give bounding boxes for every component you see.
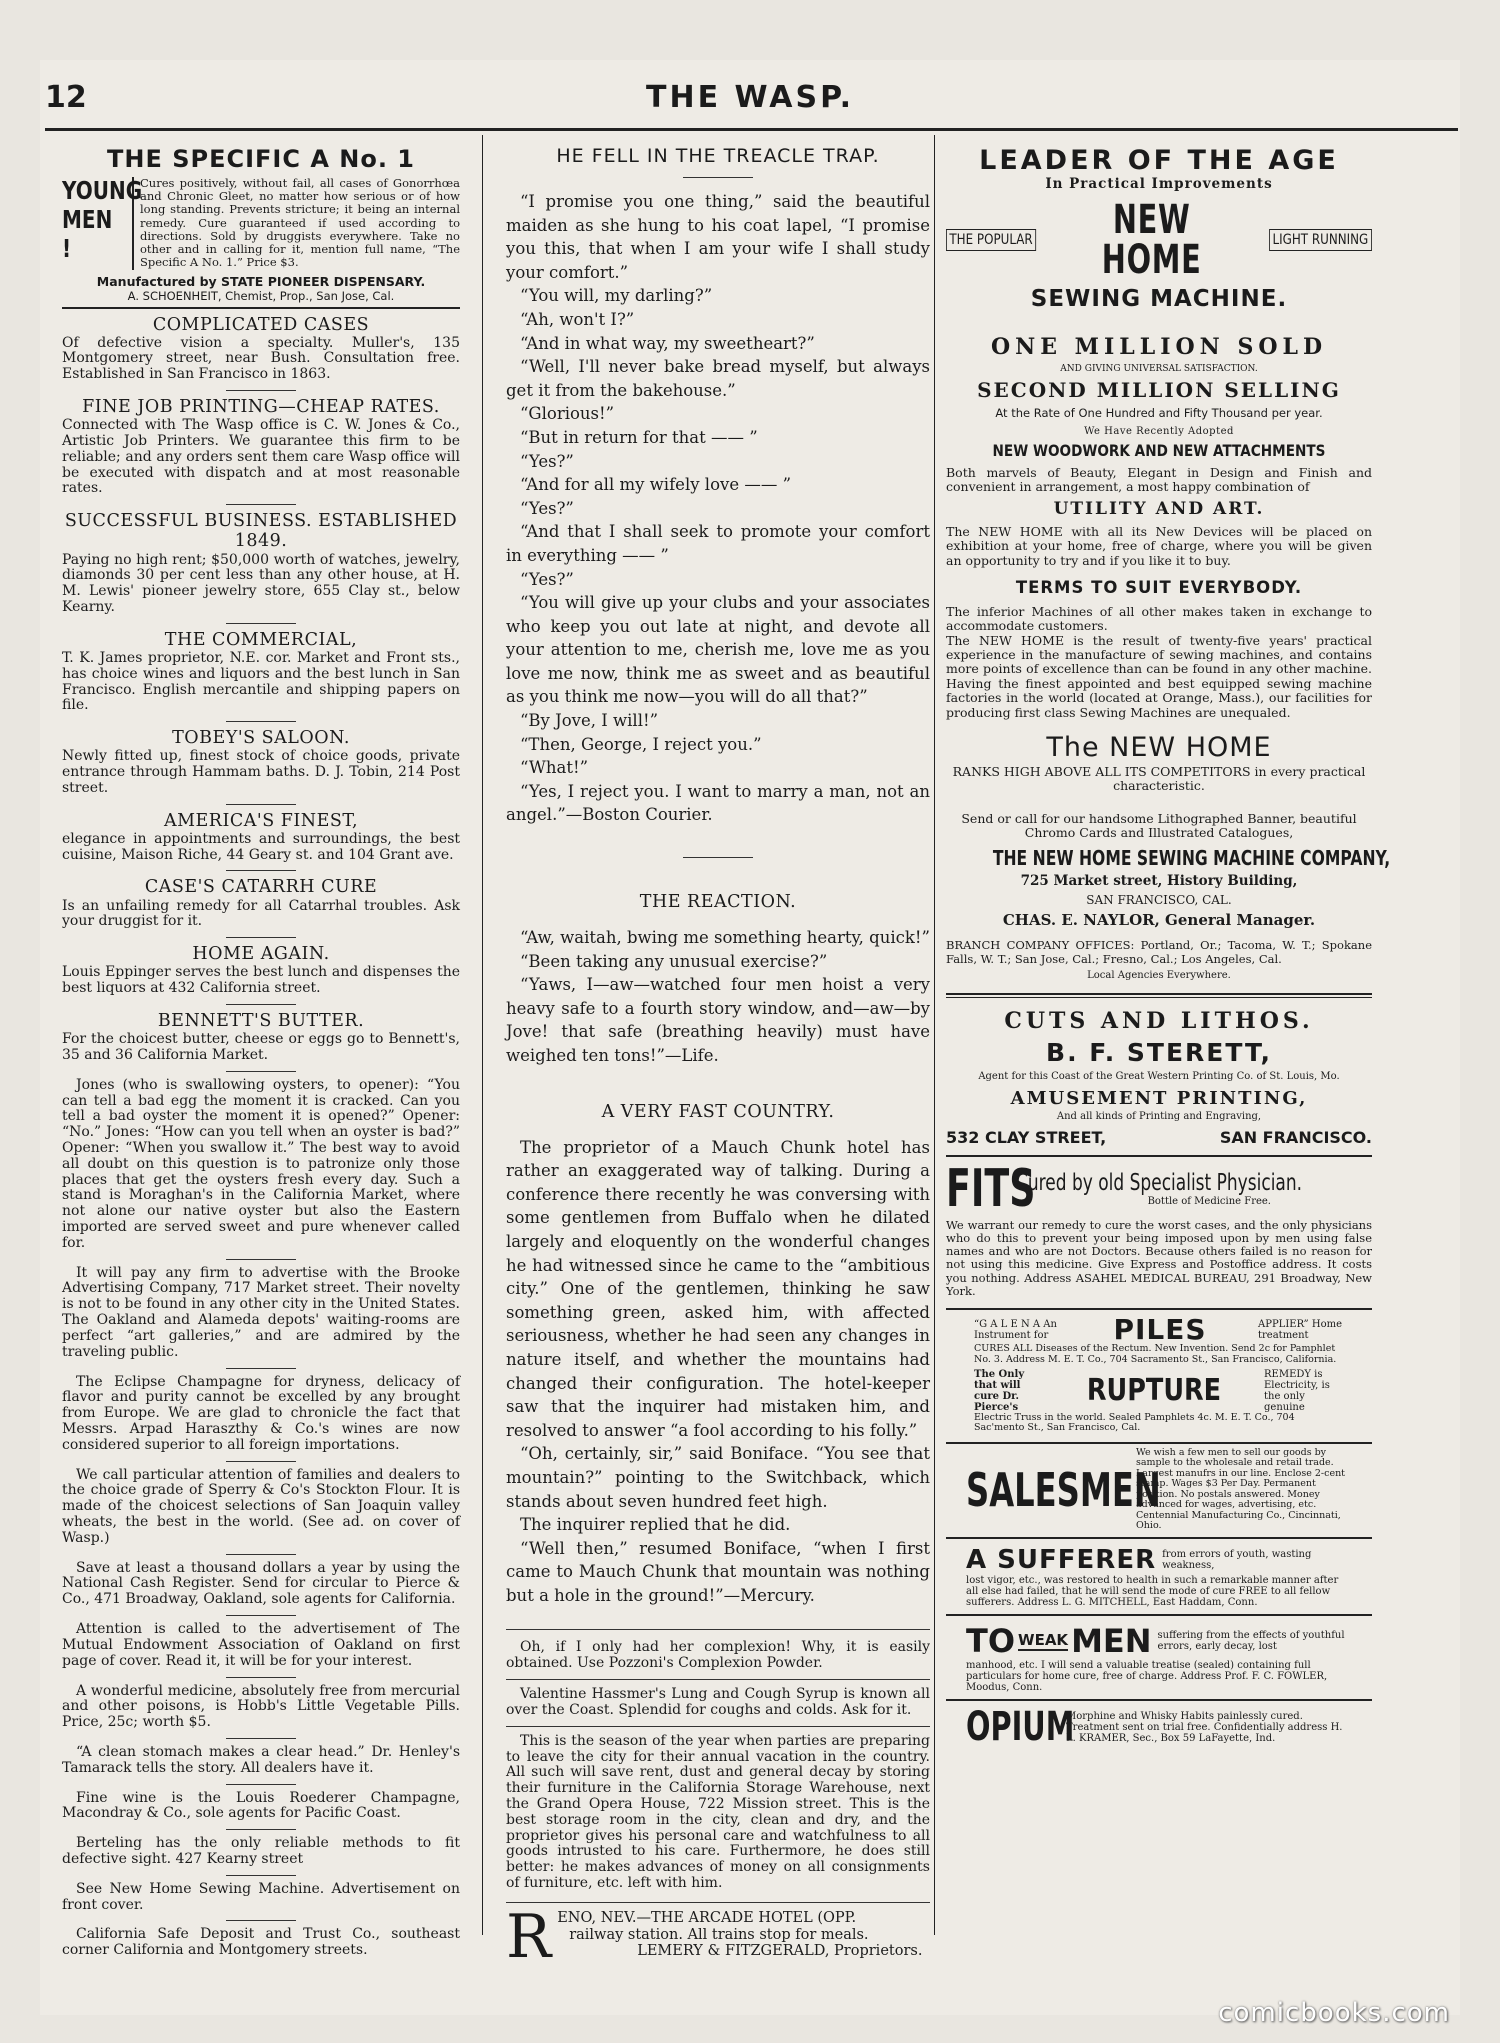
separator: [226, 1875, 296, 1876]
classified-text: elegance in appointments and surroundings, the best cuisine, Maison Riche, 44 Geary st. and 104 Grant ave.: [62, 830, 460, 863]
the-new-home: The NEW HOME: [1046, 731, 1272, 763]
specific-manufacturer: Manufactured by STATE PIONEER DISPENSARY.: [96, 273, 426, 289]
satisfaction-line: AND GIVING UNIVERSAL SATISFACTION.: [1060, 364, 1258, 374]
leader-title: LEADER OF THE AGE: [979, 145, 1339, 176]
specific-body: Cures positively, without fail, all cases of Gonorrhœa and Chronic Gleet, no matter how serious or of how long standing. Prevents stricture; it being an internal remedy. Cure guaranteed if used according to directions. Sold by druggists everywhere. Take no other and in calling for it, mention full name, “The Specific A No. 1.” Price $3.: [140, 176, 460, 270]
fits-ad: [946, 1158, 1372, 1219]
story2-title: THE REACTION.: [639, 892, 797, 913]
separator: [226, 870, 296, 871]
separator: [226, 1615, 296, 1616]
story1-body: [506, 190, 930, 827]
weak-right: suffering from the effects of youthful errors, early decay, lost: [1157, 1630, 1345, 1653]
reno-ad: [506, 1901, 930, 1972]
rupture-body: Electric Truss in the world. Sealed Pamphlets 4c. M. E. T. Co., 704 Sac'mento St., San Francisco, Cal.: [974, 1412, 1295, 1434]
column-middle: [506, 145, 930, 1972]
devices-text: The NEW HOME with all its New Devices will be placed on exhibition at your home, free of charge, where you will be given an opportunity to try and if you like it to buy.: [946, 523, 1372, 568]
separator: [226, 1461, 296, 1462]
notice-paragraph: “A clean stomach makes a clear head.” Dr. Henley's Tamarack tells the story. All dealers have it.: [62, 1743, 460, 1776]
separator: [226, 804, 296, 805]
company-name: THE NEW HOME SEWING MACHINE COMPANY,: [992, 846, 1391, 871]
bottle-free: Bottle of Medicine Free.: [1147, 1196, 1271, 1208]
classified-heading: CASE'S CATARRH CURE: [144, 877, 378, 898]
classified-text: Connected with The Wasp office is C. W. Jones & Co., Artistic Job Printers. We guarantee this firm to be reliable; and any orders sent them care Wasp office will be executed with dispatch and at most reasonable rates.: [62, 417, 460, 497]
separator: [226, 623, 296, 624]
fits-body: We warrant our remedy to cure the worst cases, and the only physicians who do this to prevent your being imposed upon by men using false names and who are not Doctors. Because others failed is no reason for not using this medicine. Give Express and Postoffice address. It costs you nothing. Address ASAHEL MEDICAL BUREAU, 291 Broadway, New York.: [946, 1217, 1372, 1298]
notice-paragraph: The Eclipse Champagne for dryness, delicacy of flavor and purity cannot be excelled by any brought from Europe. We are glad to chronicle the fact that Messrs. Arpad Haraszthy & Co.'s wines are now considered superior to all foreign importations.: [62, 1373, 460, 1453]
branch-text: BRANCH COMPANY OFFICES: Portland, Or.; Tacoma, W. T.; Spokane Falls, W. T.; San Jose, Cal.; Fresno, Cal.; Los Angeles, Cal.: [946, 938, 1372, 966]
column-left: [62, 145, 460, 1959]
separator: [506, 1629, 930, 1630]
story-paragraph: “Oh, certainly, sir,” said Boniface. “You see that mountain?” pointing to the Switchback, which stands about seven hundred feet high.: [506, 1444, 930, 1511]
classified-heading: HOME AGAIN.: [192, 944, 330, 965]
sufferer-body: lost vigor, etc., was restored to health in such a remarkable manner after all else had failed, that he will send the mode of cure FREE to all fellow sufferers. Address L. G. MITCHELL, East Haddam, Conn.: [966, 1575, 1339, 1609]
notice-paragraph: Berteling has the only reliable methods to fit defective sight. 427 Kearny street: [62, 1835, 460, 1868]
marvels-text: Both marvels of Beauty, Elegant in Design and Finish and convenient in arrangement, a most happy combination of: [946, 465, 1372, 495]
men-label: MEN !: [62, 204, 113, 263]
weak-men-ad: [946, 1616, 1372, 1693]
reno-line1: ENO, NEV.—THE ARCADE HOTEL (OPP.: [557, 1909, 857, 1926]
fits-word: FITS: [946, 1158, 1036, 1219]
notice-paragraph: California Safe Deposit and Trust Co., southeast corner California and Montgomery streets.: [62, 1926, 460, 1959]
section-rule: [946, 993, 1372, 995]
story-paragraph: The inquirer replied that he did.: [520, 1515, 791, 1535]
classified-heading: BENNETT'S BUTTER.: [157, 1010, 365, 1031]
popular-label: THE POPULAR: [946, 229, 1036, 251]
separator: [226, 1368, 296, 1369]
send-text: Send or call for our handsome Lithographed Banner, beautiful Chromo Cards and Illustrated Catalogues,: [961, 810, 1357, 840]
separator: [226, 937, 296, 938]
fits-cured: Cured by old Specialist Physician.: [1016, 1170, 1303, 1197]
story-paragraph: The proprietor of a Mauch Chunk hotel has rather an exaggerated way of talking. During a conference there recently he was conversing with some gentlemen from Buffalo when he dilated largely and eloquently on the wonderful changes he had witnessed since he came to the “ambitious city.” One of the gentlemen, thinking he saw something green, asked him, with affected seriousness, whether he had seen any changes in nature itself, and whether the mountains had changed their configuration. The hotel-keeper saw that the inquirer had mistaken him, and resolved to answer “a fool according to his folly.”: [506, 1137, 930, 1440]
sufferer-right: from errors of youth, wasting weakness,: [1162, 1549, 1312, 1572]
one-million-sold: ONE MILLION SOLD: [990, 334, 1328, 360]
separator: [226, 721, 296, 722]
classified-text: Louis Eppinger serves the best lunch and dispenses the best liquors at 432 California street.: [62, 964, 460, 997]
separator: [226, 1071, 296, 1072]
opium-ad: [946, 1701, 1372, 1751]
notice-paragraph: See New Home Sewing Machine. Advertisement on front cover.: [62, 1880, 460, 1913]
weak-body: manhood, etc. I will send a valuable treatise (sealed) containing full particulars for home cure, free of charge. Address Prof. F. C. FOWLER, Moodus, Conn.: [966, 1660, 1328, 1694]
classified-text: T. K. James proprietor, N.E. cor. Market and Front sts., has choice wines and liquors and the best lunch in San Francisco. English mercantile and shipping papers on file.: [62, 649, 460, 714]
rupture-word: RUPTURE: [1086, 1373, 1222, 1408]
story-paragraph: “You will give up your clubs and your associates who keep you out late at night, and devote all your attention to me, cherish me, love me as you love me now, think me as sweet and as beautiful as you think me now—you will do all that?”: [506, 593, 930, 707]
story-paragraph: “Yes, I reject you. I want to marry a man, not an angel.”—Boston Courier.: [506, 781, 930, 825]
classified-text: Is an unfailing remedy for all Catarrhal troubles. Ask your druggist for it.: [62, 897, 460, 930]
salesmen-body: We wish a few men to sell our goods by sample to the wholesale and retail trade. Largest manufrs in our line. Enclose 2-cent stamp. Wages $3 Per Day. Permanent position. No postals answered. Money advanced for wages, advertising, etc. Centennial Manufacturing Co., Cincinnati, Ohio.: [1136, 1446, 1346, 1531]
story-paragraph: “But in return for that —— ”: [520, 427, 758, 447]
story-paragraph: “Well, I'll never bake bread myself, but always get it from the bakehouse.”: [506, 357, 930, 400]
rate-line: At the Rate of One Hundred and Fifty Thousand per year.: [995, 406, 1323, 420]
woodwork-line: NEW WOODWORK AND NEW ATTACHMENTS: [992, 441, 1326, 460]
sufferer-word: A SUFFERER: [966, 1545, 1157, 1576]
sf-line: SAN FRANCISCO, CAL.: [1086, 893, 1232, 908]
notice-paragraph: A wonderful medicine, absolutely free from mercurial and other poisons, is Hobb's Little Vegetable Pills. Price, 25c; worth $5.: [62, 1682, 460, 1731]
notice-paragraph: Jones (who is swallowing oysters, to opener): “You can tell a bad egg the moment it is cracked. Can you tell a bad oyster the moment it is opened?” Opener: “No.” Jones: “How can you tell when an oyster is bad?” Opener: “When you swallow it.” The best way to avoid all doubt on this question is to patronize only those places that get the oysters fresh every day. Such a stand is Moraghan's in the California Market, where not alone our native oyster but also the Eastern imported are served sweet and pure whenever called for.: [62, 1076, 460, 1251]
light-running-label: LIGHT RUNNING: [1269, 229, 1372, 251]
new-home-banner: [946, 197, 1372, 283]
story2-body: [506, 926, 930, 1068]
classified-text: For the choicest butter, cheese or eggs go to Bennett's, 35 and 36 California Market.: [62, 1031, 460, 1063]
notice-paragraph: This is the season of the year when parties are preparing to leave the city for their annual vacation in the country. All such will save rent, dust and general decay by storing their furniture in the California Storage Warehouse, next the Grand Opera House, 722 Mission street. This is the best storage room in the city, clean and dry, and the proprietor gives his personal care and watchfulness to all goods intrusted to his care. Furthermore, he does still better: he makes advances of money on all consignments of furniture, etc. left with him.: [506, 1732, 930, 1892]
section-rule: [946, 997, 1372, 998]
separator: [226, 1784, 296, 1785]
separator: [683, 177, 753, 178]
amusement-printing: AMUSEMENT PRINTING,: [1010, 1087, 1308, 1109]
salesmen-ad: [946, 1448, 1372, 1532]
agent-line: Agent for this Coast of the Great Western Printing Co. of St. Louis, Mo.: [978, 1070, 1340, 1082]
watermark: comicbooks.com: [1218, 1998, 1450, 2028]
young-men-block: [62, 176, 143, 270]
story1-title: HE FELL IN THE TREACLE TRAP.: [556, 145, 880, 167]
piles-body: CURES ALL Diseases of the Rectum. New Invention. Send 2c for Pamphlet No. 3. Address M. E. T. Co., 704 Sacramento St., San Francisco, California.: [974, 1343, 1337, 1365]
specific-chemist: A. SCHOENHEIT, Chemist, Prop., San Jose, Cal.: [127, 288, 395, 303]
classified-text: Paying no high rent; $50,000 worth of watches, jewelry, diamonds 30 per cent less than any other house, at H. M. Lewis' pioneer jewelry store, 655 Clay st., below Kearny.: [62, 551, 460, 615]
sewing-machine-heading: SEWING MACHINE.: [1030, 286, 1288, 312]
rupture-right: REMEDY is Electricity, is the only genuine: [1264, 1369, 1330, 1413]
story-paragraph: “And that I shall seek to promote your comfort in everything —— ”: [506, 522, 930, 565]
opium-body: Morphine and Whisky Habits painlessly cured. Treatment sent on trial free. Confidentially address H. L. KRAMER, Sec., Box 59 LaFayette, Ind.: [1066, 1710, 1343, 1744]
piles-right: APPLIER” Home treatment: [1258, 1319, 1342, 1342]
classified-heading: TOBEY'S SALOON.: [172, 728, 350, 749]
story-paragraph: “I promise you one thing,” said the beautiful maiden as she hung to his coat lapel, “I promise you this, that when I am your wife I shall study your comfort.”: [506, 192, 930, 282]
reno-initial: R: [506, 1901, 552, 1972]
notice-paragraph: Save at least a thousand dollars a year by using the National Cash Register. Send for circular to Pierce & Co., 471 Broadway, Oakland, sole agents for California.: [62, 1559, 460, 1608]
separator: [226, 1677, 296, 1678]
story-paragraph: “Well then,” resumed Boniface, “when I first came to Mauch Chunk that mountain was nothing but a hole in the ground!”—Mercury.: [506, 1538, 930, 1605]
notice-paragraph: We call particular attention of families and dealers to the choice grade of Sperry & Co's Stockton Flour. It is made of the choicest selections of San Joaquin valley wheats, the best in the world. (See ad. on cover of Wasp.): [62, 1466, 460, 1546]
clay-street: 532 CLAY STREET,: [946, 1127, 1107, 1147]
sterett-name: B. F. STERETT,: [1046, 1037, 1272, 1067]
classified-heading: SUCCESSFUL BUSINESS. ESTABLISHED 1849.: [64, 511, 458, 552]
kinds-line: And all kinds of Printing and Engraving,: [1056, 1110, 1262, 1122]
weak-word: WEAK: [1018, 1631, 1069, 1650]
reno-line2: railway station. All trains stop for meals.: [569, 1926, 869, 1943]
masthead-rule: [45, 128, 1458, 131]
separator: [683, 857, 753, 858]
story-paragraph: “Yaws, I—aw—watched four men hoist a very heavy safe to a fourth story window, and—aw—by Jove! that safe (breathing heavily) must have weighed ten tons!”—Life.: [506, 975, 930, 1065]
story-paragraph: “And for all my wifely love —— ”: [520, 475, 792, 495]
classified-text: Of defective vision a specialty. Muller's, 135 Montgomery street, near Bush. Consultation free. Established in San Francisco in 1863.: [62, 334, 460, 383]
inferior-text: The inferior Machines of all other makes taken in exchange to accommodate customers.: [946, 603, 1372, 634]
separator: [226, 504, 296, 505]
classified-notices: [62, 1078, 460, 1959]
story-paragraph: “Aw, waitah, bwing me something hearty, quick!”: [520, 928, 930, 948]
classified-heading: FINE JOB PRINTING—CHEAP RATES.: [82, 397, 440, 418]
second-million: SECOND MILLION SELLING: [977, 378, 1341, 402]
specific-title: THE SPECIFIC A No. 1: [107, 145, 415, 173]
utility-art: UTILITY AND ART.: [1053, 498, 1265, 519]
story-paragraph: “Been taking any unusual exercise?”: [520, 951, 828, 971]
separator: [226, 1554, 296, 1555]
story3-title: A VERY FAST COUNTRY.: [601, 1101, 835, 1122]
story-paragraph: “Yes?”: [520, 569, 574, 589]
local-agencies: Local Agencies Everywhere.: [1087, 969, 1231, 981]
classified-heading: AMERICA'S FINEST,: [163, 810, 359, 831]
separator: [226, 1829, 296, 1830]
men-word: MEN: [1071, 1622, 1152, 1661]
separator: [226, 1259, 296, 1260]
salesmen-word: SALESMEN: [966, 1462, 1161, 1517]
reno-line3: LEMERY & FITZGERALD, Proprietors.: [637, 1943, 923, 1960]
masthead-title: THE WASP.: [646, 80, 854, 115]
story-paragraph: “Yes?”: [520, 498, 574, 518]
story-paragraph: “Yes?”: [520, 451, 574, 471]
section-rule: [946, 1155, 1372, 1157]
section-rule: [946, 1442, 1372, 1444]
sanfran-city: SAN FRANCISCO.: [1219, 1127, 1372, 1147]
story3-body: [506, 1136, 930, 1608]
result-text: The NEW HOME is the result of twenty-five years' practical experience in the manufacture of sewing machines, and contains more points of excellence than can be found in any other machine. Having the finest appointed and best equipped sewing machine factories in the world (located at Orange, Mass.), our facilities for producing first class Sewing Machines are unequaled.: [946, 632, 1372, 720]
notice-paragraph: It will pay any firm to advertise with the Brooke Advertising Company, 717 Market street. Their novelty is not to be found in any other city in the United States. The Oakland and Alameda depots' waiting-rooms are perfect “art galleries,” and are admired by the traveling public.: [62, 1264, 460, 1360]
notice-paragraph: Oh, if I only had her complexion! Why, it is easily obtained. Use Pozzoni's Complexion Powder.: [506, 1639, 930, 1672]
column-divider-1: [482, 135, 483, 1935]
story-paragraph: “Ah, won't I?”: [520, 309, 635, 329]
separator: [506, 1726, 930, 1727]
new-home-logo: NEW HOME: [1101, 197, 1202, 283]
column-divider-2: [934, 135, 935, 1935]
sufferer-ad: [946, 1539, 1372, 1608]
to-word: TO: [966, 1622, 1016, 1661]
market-address: 725 Market street, History Building,: [1020, 873, 1298, 890]
notice-paragraph: Valentine Hassmer's Lung and Cough Syrup is known all over the Coast. Splendid for coughs and colds. Ask for it.: [506, 1686, 930, 1718]
young-label: YOUNG: [62, 176, 143, 205]
story-paragraph: “And in what way, my sweetheart?”: [520, 333, 815, 353]
piles-left: “G A L E N A An Instrument for: [974, 1319, 1057, 1342]
story-paragraph: “You will, my darling?”: [520, 286, 713, 306]
piles-word: PILES: [1113, 1313, 1207, 1347]
opium-word: OPIUM: [966, 1704, 1075, 1751]
notice-paragraph: Fine wine is the Louis Roederer Champagne, Macondray & Co., sole agents for Pacific Coast.: [62, 1789, 460, 1822]
notice-paragraph: Attention is called to the advertisement of The Mutual Endowment Association of Oakland on first page of cover. Read it, it will be for your interest.: [62, 1621, 460, 1669]
classified-items: [62, 315, 460, 1072]
terms-line: TERMS TO SUIT EVERYBODY.: [1015, 577, 1303, 597]
specific-ad: [62, 145, 460, 309]
middle-notices: [506, 1640, 930, 1891]
separator: [226, 1738, 296, 1739]
separator: [506, 1679, 930, 1680]
classified-heading: THE COMMERCIAL,: [164, 629, 358, 650]
cuts-lithos: CUTS AND LITHOS.: [1004, 1007, 1314, 1034]
clay-address: [946, 1128, 1372, 1147]
story-paragraph: “Glorious!”: [520, 404, 615, 424]
story-paragraph: “What!”: [520, 758, 589, 778]
separator: [226, 1920, 296, 1921]
practical-line: In Practical Improvements: [1045, 176, 1273, 192]
rupture-left: The Only that will cure Dr. Pierce's: [974, 1369, 1025, 1413]
piles-rupture-ad: [946, 1310, 1372, 1440]
naylor-line: CHAS. E. NAYLOR, General Manager.: [1002, 911, 1316, 930]
separator: [506, 1902, 930, 1903]
story-paragraph: “Then, George, I reject you.”: [520, 734, 762, 754]
classified-text: Newly fitted up, finest stock of choice goods, private entrance through Hammam baths. D. J. Tobin, 214 Post street.: [62, 748, 460, 796]
classified-heading: COMPLICATED CASES: [152, 314, 370, 335]
adopted-line: We Have Recently Adopted: [1084, 426, 1234, 437]
column-right: [946, 145, 1391, 1945]
ranks-text: RANKS HIGH ABOVE ALL ITS COMPETITORS in every practical characteristic.: [952, 763, 1366, 794]
story-paragraph: “By Jove, I will!”: [520, 711, 659, 731]
page-number: 12: [45, 80, 87, 115]
separator: [226, 390, 296, 391]
separator: [226, 1004, 296, 1005]
